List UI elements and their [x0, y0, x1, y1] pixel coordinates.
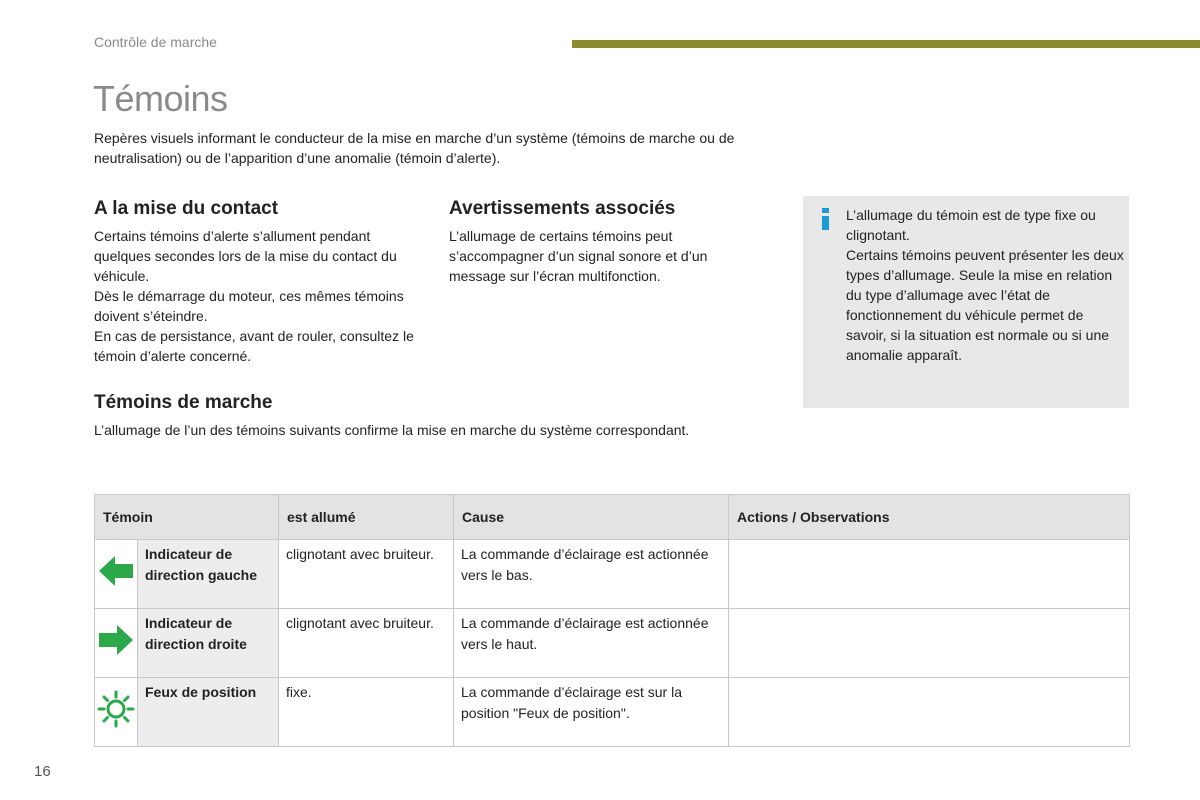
page-title: Témoins — [93, 78, 228, 119]
table-row — [95, 540, 1130, 609]
info-paragraph: L’allumage du témoin est de type fixe ou clignotant. — [846, 207, 1096, 243]
header-temoin: Témoin — [95, 495, 279, 540]
info-text — [846, 205, 1126, 365]
lamp-actions — [729, 678, 1130, 747]
lamp-state: clignotant avec bruiteur. — [279, 540, 454, 609]
lamp-cause: La commande d’éclairage est actionnée vers le haut. — [454, 609, 729, 678]
header-accent-bar — [572, 40, 1200, 48]
contact-paragraph: En cas de persistance, avant de rouler, consultez le témoin d’alerte concerné. — [94, 328, 414, 364]
contact-paragraph: Dès le démarrage du moteur, ces mêmes témoins doivent s’éteindre. — [94, 288, 404, 324]
table-row — [95, 678, 1130, 747]
page-number: 16 — [34, 763, 51, 780]
lamp-name: Feux de position — [138, 678, 279, 747]
warnings-heading: Avertissements associés — [449, 198, 676, 219]
lamp-name: Indicateur de direction gauche — [138, 540, 279, 609]
section-label: Contrôle de marche — [94, 34, 217, 50]
marche-heading: Témoins de marche — [94, 392, 273, 413]
contact-paragraph: Certains témoins d’alerte s’allument pendant quelques secondes lors de la mise du contact du véhicule. — [94, 228, 397, 284]
header-actions: Actions / Observations — [729, 495, 1130, 540]
warnings-text: L’allumage de certains témoins peut s’accompagner d’un signal sonore et d’un message sur l’écran multifonction. — [449, 228, 708, 284]
intro-paragraph: Repères visuels informant le conducteur de la mise en marche d’un système (témoins de marche ou de neutralisation) ou de l’apparition d’une anomalie (témoin d’alerte). — [94, 130, 735, 166]
header-cause: Cause — [454, 495, 729, 540]
table-row — [95, 609, 1130, 678]
lamp-name: Indicateur de direction droite — [138, 609, 279, 678]
info-icon — [821, 208, 831, 230]
lamp-actions — [729, 540, 1130, 609]
info-box — [803, 196, 1129, 408]
right-arrow-icon — [97, 622, 135, 658]
lamp-state: clignotant avec bruiteur. — [279, 609, 454, 678]
icon-cell — [95, 678, 138, 747]
lamp-actions — [729, 609, 1130, 678]
lamp-cause: La commande d’éclairage est actionnée vers le bas. — [454, 540, 729, 609]
table-header-row — [95, 495, 1130, 540]
position-lights-icon — [96, 689, 136, 729]
lamp-cause: La commande d’éclairage est sur la position "Feux de position". — [454, 678, 729, 747]
icon-cell — [95, 540, 138, 609]
lamps-table — [94, 494, 1130, 747]
left-arrow-icon — [97, 553, 135, 589]
contact-text — [94, 226, 424, 366]
icon-cell — [95, 609, 138, 678]
info-paragraph: Certains témoins peuvent présenter les deux types d’allumage. Seule la mise en relation du type d’allumage avec l’état de fonctionnement du véhicule permet de savoir, si la situation est normale ou si une anomalie apparaît. — [846, 247, 1124, 363]
contact-heading: A la mise du contact — [94, 198, 279, 219]
marche-text: L’allumage de l’un des témoins suivants confirme la mise en marche du système correspondant. — [94, 422, 690, 438]
header-est-allume: est allumé — [279, 495, 454, 540]
lamp-state: fixe. — [279, 678, 454, 747]
